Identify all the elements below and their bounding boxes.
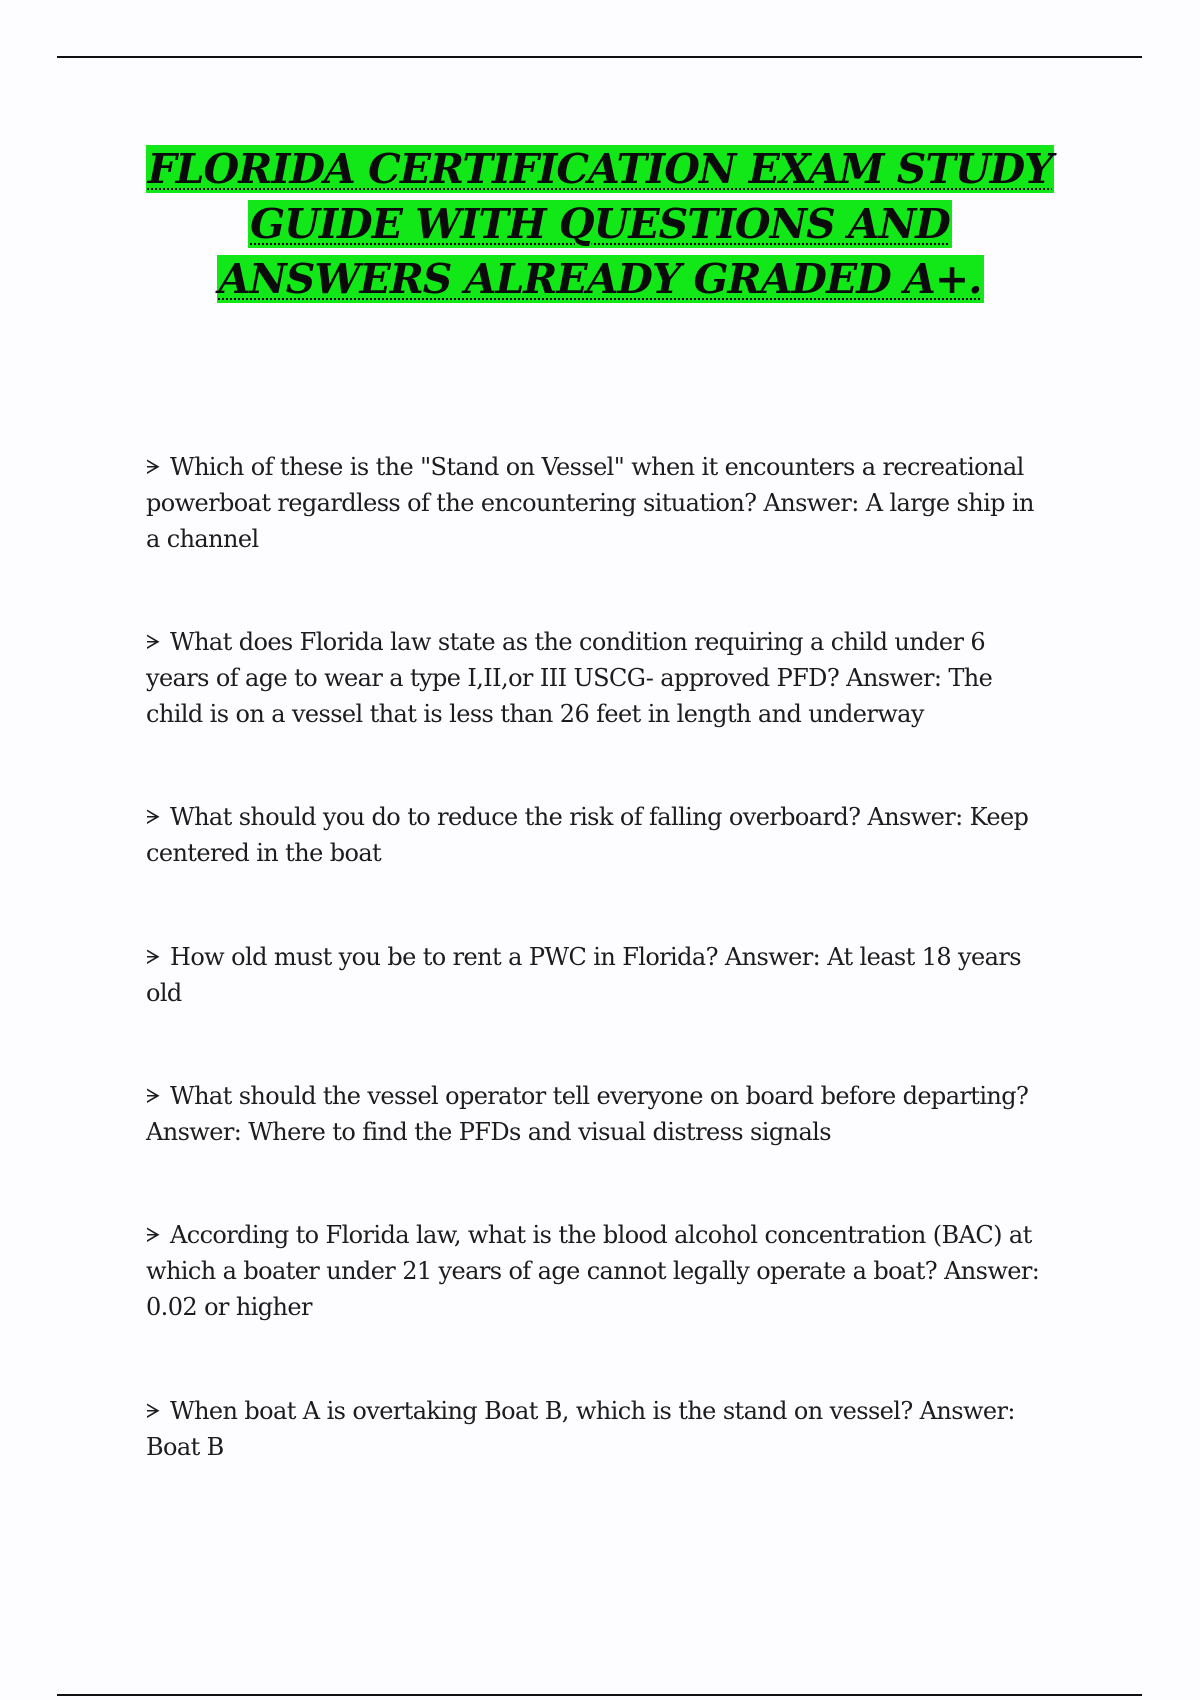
- qa-item-text: When boat A is overtaking Boat B, which is the stand on vessel? Answer: Boat B: [146, 1397, 1015, 1461]
- page-title: [130, 142, 1070, 307]
- triangle-arrow-bullet-icon: ᗒ: [146, 805, 160, 829]
- qa-item: [146, 1078, 1051, 1150]
- highlighted-title-text: FLORIDA CERTIFICATION EXAM STUDY GUIDE WITH QUESTIONS AND ANSWERS ALREADY GRADED A+.: [147, 145, 1053, 303]
- triangle-arrow-bullet-icon: ᗒ: [146, 1399, 160, 1423]
- qa-item-text: According to Florida law, what is the blood alcohol concentration (BAC) at which a boater under 21 years of age cannot legally operate a boat? Answer: 0.02 or higher: [146, 1221, 1040, 1321]
- qa-item: [146, 939, 1051, 1011]
- triangle-arrow-bullet-icon: ᗒ: [146, 630, 160, 654]
- qa-item: [146, 1393, 1051, 1465]
- triangle-arrow-bullet-icon: ᗒ: [146, 1223, 160, 1247]
- qa-item-text: How old must you be to rent a PWC in Florida? Answer: At least 18 years old: [146, 943, 1021, 1007]
- triangle-arrow-bullet-icon: ᗒ: [146, 945, 160, 969]
- triangle-arrow-bullet-icon: ᗒ: [146, 1084, 160, 1108]
- top-rule: [57, 56, 1142, 58]
- qa-item-text: What does Florida law state as the condition requiring a child under 6 years of age to wear a type I,II,or III USCG- approved PFD? Answer: The child is on a vessel that is less than 26 feet in length and underway: [146, 628, 993, 728]
- triangle-arrow-bullet-icon: ᗒ: [146, 455, 160, 479]
- qa-item: [146, 1217, 1051, 1325]
- qa-item: [146, 449, 1051, 557]
- qa-item-text: What should the vessel operator tell everyone on board before departing? Answer: Where to find the PFDs and visual distress signals: [146, 1082, 1029, 1146]
- qa-item: [146, 799, 1051, 871]
- qa-item: [146, 624, 1051, 732]
- qa-item-text: What should you do to reduce the risk of falling overboard? Answer: Keep centered in the boat: [146, 803, 1029, 867]
- qa-item-text: Which of these is the "Stand on Vessel" when it encounters a recreational powerboat regardless of the encountering situation? Answer: A large ship in a channel: [146, 453, 1034, 553]
- bottom-rule: [57, 1694, 1142, 1696]
